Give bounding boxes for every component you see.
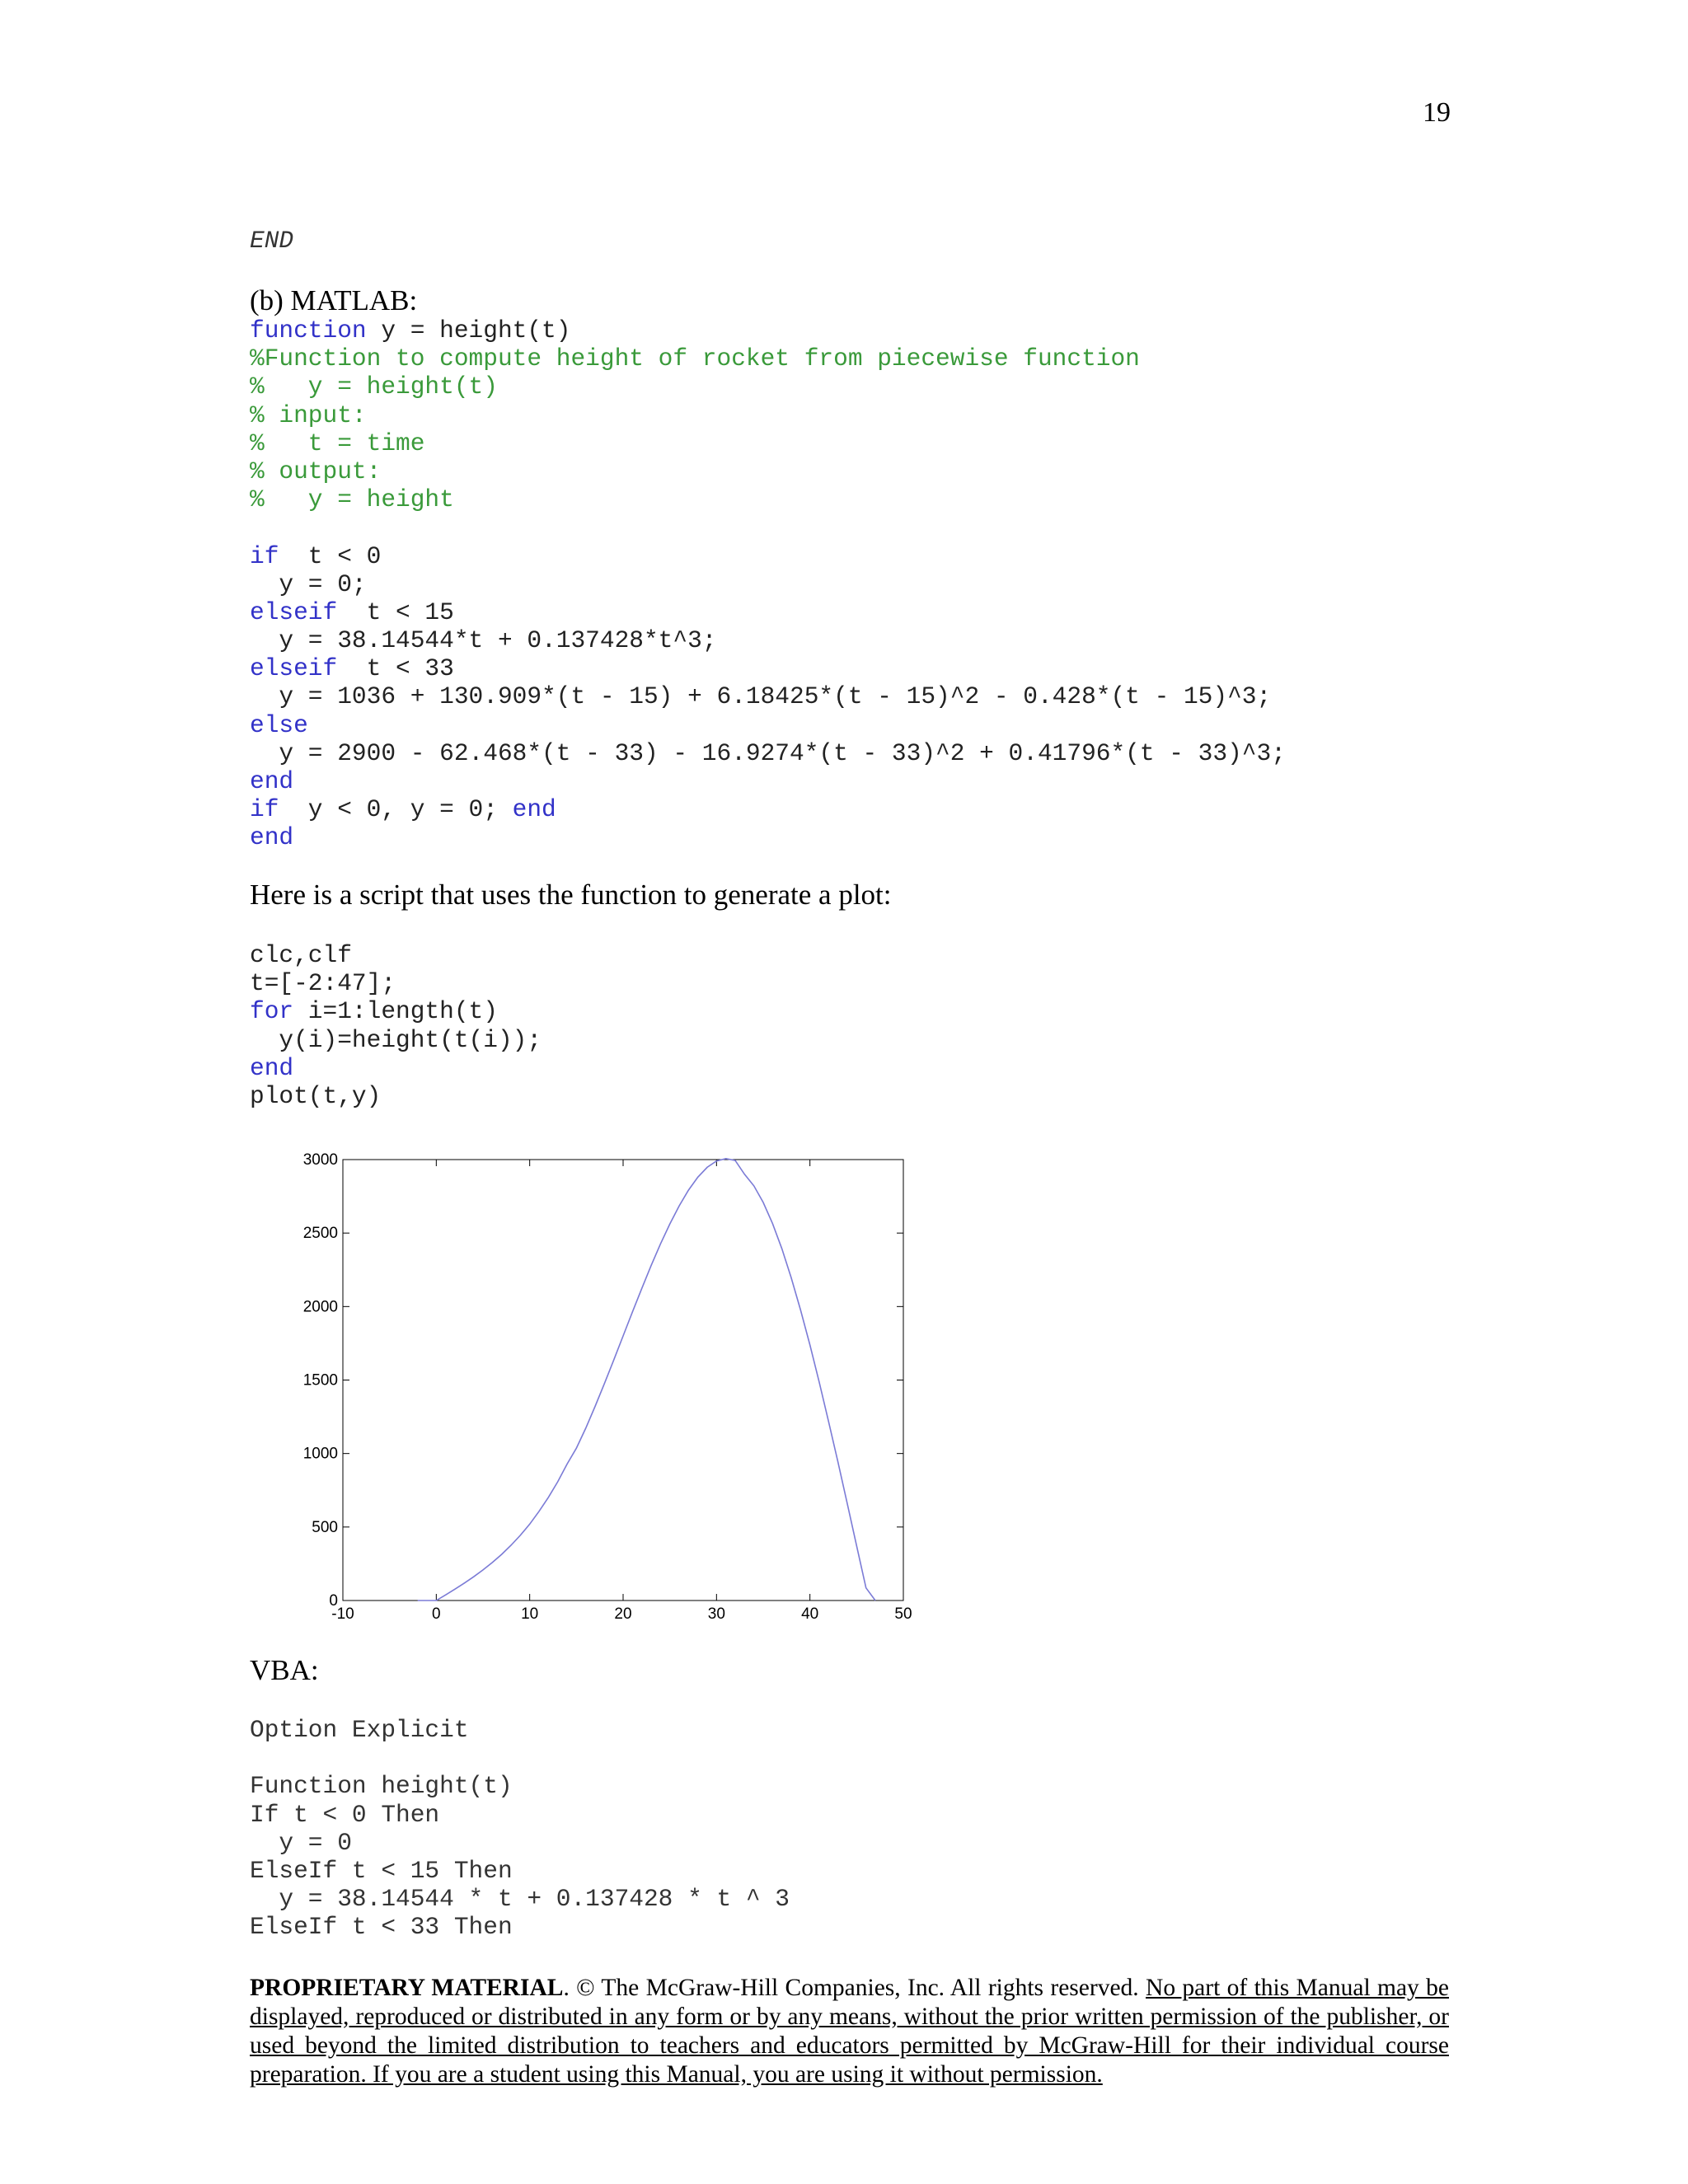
code-line: [250, 1026, 542, 1054]
code-keyword: if: [250, 541, 279, 570]
code-line: [250, 1054, 542, 1082]
code-line: If t < 0 Then: [250, 1800, 440, 1829]
code-text: plot(t,y): [250, 1081, 382, 1110]
matlab-function-code: [250, 316, 1286, 852]
code-line: [250, 1744, 790, 1772]
vba-function-code: [250, 1716, 790, 1942]
code-line: [250, 429, 1286, 457]
code-line: [250, 401, 1286, 429]
code-line: ElseIf t < 33 Then: [250, 1913, 513, 1942]
x-tick-label: 50: [894, 1605, 912, 1623]
code-line: [250, 739, 1286, 767]
code-line: [250, 795, 1286, 823]
y-tick-label: 3000: [302, 1151, 338, 1169]
code-text: t=[-2:47];: [250, 969, 396, 998]
code-comment: % t = time: [250, 429, 425, 457]
code-line: [250, 344, 1286, 373]
code-keyword: else: [250, 710, 308, 739]
code-text: y = 2900 - 62.468*(t - 33) - 16.9274*(t - 33)^2 + 0.41796*(t - 33)^3;: [250, 738, 1286, 767]
code-line: [250, 941, 542, 969]
x-tick-label: 10: [521, 1605, 539, 1623]
code-line: [250, 767, 1286, 795]
code-line: [250, 997, 542, 1025]
code-line: [250, 457, 1286, 485]
x-tick-label: 30: [707, 1605, 725, 1623]
y-tick-label: 2000: [302, 1298, 338, 1316]
x-tick-label: 0: [432, 1605, 441, 1623]
script-intro-text: Here is a script that uses the function to generate a plot:: [250, 879, 892, 911]
code-text: clc,clf: [250, 941, 352, 969]
y-tick-label: 2500: [302, 1225, 338, 1243]
code-line: [250, 570, 1286, 598]
footer-underlined: No part of this Manual may be displayed, reproduced or distributed in any form or by any means, without the prior written permission of the publisher, or used beyond the limited distribution to teachers and educators permitted by McGraw-Hill for their individual course preparation. If you are a student using this Manual, you are using it without permission.: [250, 1975, 1449, 2088]
code-line: [250, 654, 1286, 682]
code-comment: % input:: [250, 401, 367, 429]
code-line: ElseIf t < 15 Then: [250, 1856, 513, 1885]
code-keyword: end: [250, 823, 294, 852]
code-keyword: elseif: [250, 598, 338, 626]
x-tick-label: -10: [331, 1605, 354, 1623]
y-tick-label: 0: [329, 1592, 338, 1610]
code-text: i=1:length(t): [293, 997, 498, 1026]
y-tick-label: 500: [312, 1518, 338, 1536]
code-line: Option Explicit: [250, 1716, 469, 1744]
code-line: y = 38.14544 * t + 0.137428 * t ^ 3: [250, 1885, 790, 1914]
code-line: [250, 626, 1286, 654]
code-keyword: function: [250, 316, 367, 344]
x-tick-label: 20: [614, 1605, 632, 1623]
code-comment: % y = height: [250, 485, 454, 514]
height-vs-time-plot: [280, 1141, 923, 1628]
code-line: y = 0: [250, 1828, 352, 1857]
code-line: [250, 598, 1286, 626]
code-line: [250, 485, 1286, 513]
plot-series: [418, 1159, 875, 1601]
footer-bold: PROPRIETARY MATERIAL: [250, 1975, 564, 2001]
plot-script-code: [250, 941, 542, 1110]
code-line: [250, 1082, 542, 1110]
code-line: Function height(t): [250, 1772, 513, 1801]
code-line: [250, 969, 542, 997]
code-text: y = 38.14544*t + 0.137428*t^3;: [250, 626, 717, 655]
code-text: y(i)=height(t(i));: [250, 1025, 542, 1054]
code-line: [250, 711, 1286, 739]
top-end-statement: END: [250, 227, 294, 255]
page-number: 19: [1423, 97, 1451, 128]
code-text: y < 0, y = 0;: [279, 795, 513, 824]
code-text: y = height(t): [366, 316, 571, 344]
code-keyword: elseif: [250, 654, 338, 683]
footer-plain: . © The McGraw-Hill Companies, Inc. All rights reserved.: [563, 1975, 1146, 2001]
code-keyword: for: [250, 997, 294, 1026]
height-series-line: [418, 1159, 875, 1601]
code-line: [250, 316, 1286, 344]
y-tick-label: 1000: [302, 1445, 338, 1463]
code-keyword: end: [250, 767, 294, 795]
x-tick-label: 40: [801, 1605, 819, 1623]
code-comment: %Function to compute height of rocket from piecewise function: [250, 344, 1140, 373]
code-text: t < 15: [337, 598, 454, 626]
code-comment: % output:: [250, 457, 382, 485]
copyright-footer: [250, 1974, 1449, 2089]
y-tick-label: 1500: [302, 1371, 338, 1390]
code-text: t < 33: [337, 654, 454, 683]
code-line: [250, 513, 1286, 541]
code-line: [250, 682, 1286, 710]
code-text: t < 0: [279, 541, 382, 570]
code-line: [250, 542, 1286, 570]
code-text: y = 1036 + 130.909*(t - 15) + 6.18425*(t - 15)^2 - 0.428*(t - 15)^3;: [250, 682, 1272, 711]
matlab-heading: (b) MATLAB:: [250, 284, 418, 316]
vba-heading: VBA:: [250, 1654, 319, 1686]
code-keyword: if: [250, 795, 279, 824]
code-keyword: end: [512, 795, 556, 824]
code-line: [250, 373, 1286, 401]
code-keyword: end: [250, 1053, 294, 1082]
code-comment: % y = height(t): [250, 373, 498, 401]
code-text: y = 0;: [250, 569, 367, 598]
code-line: [250, 823, 1286, 851]
